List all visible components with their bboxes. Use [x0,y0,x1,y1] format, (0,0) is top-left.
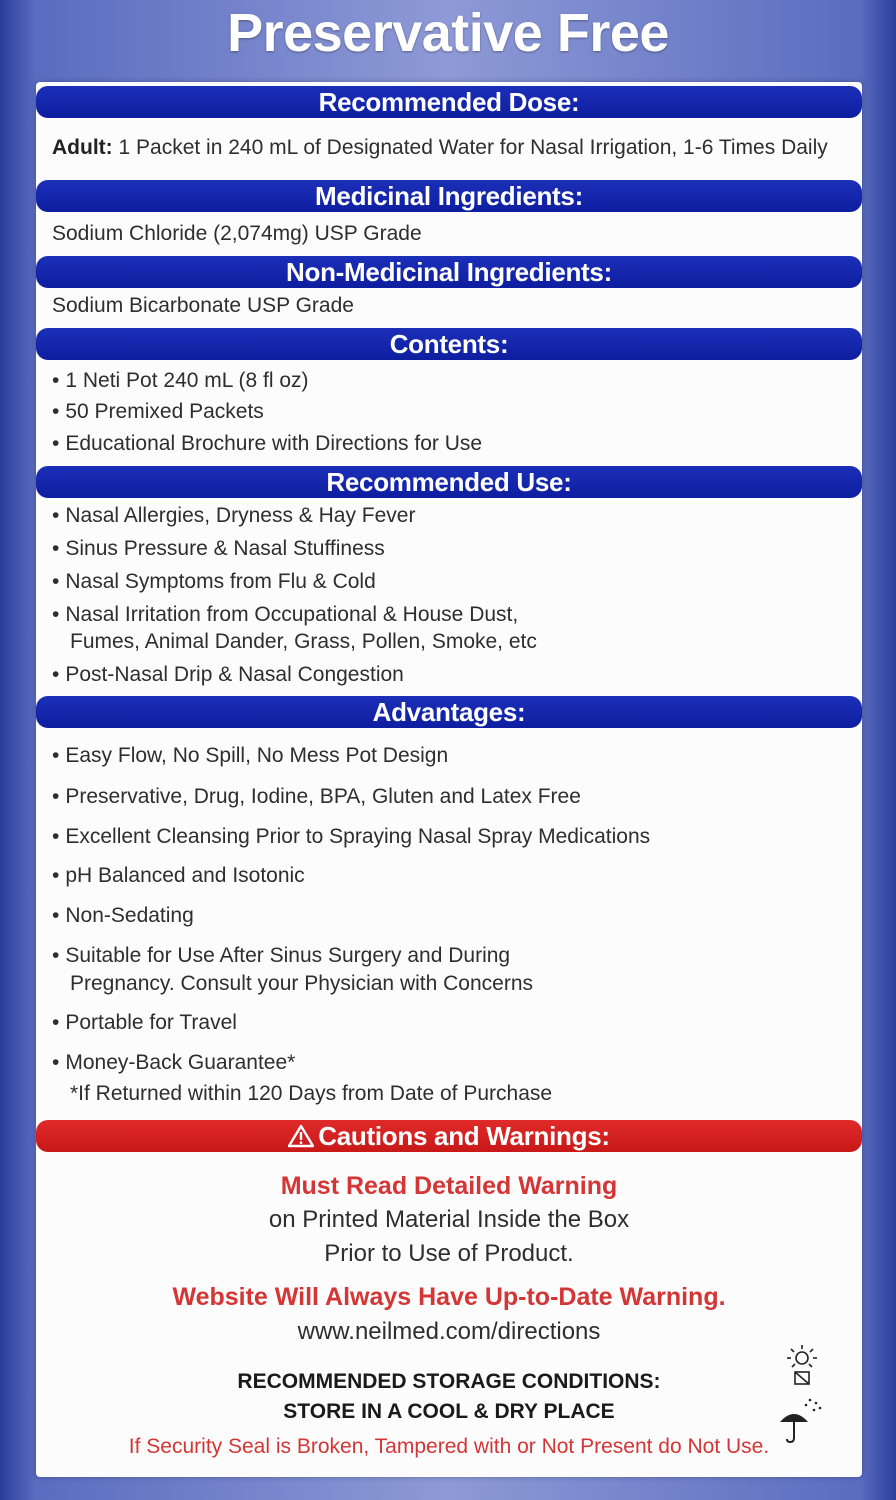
advantage-item: • Suitable for Use After Sinus Surgery and During [52,944,510,968]
contents-item: • 1 Neti Pot 240 mL (8 fl oz) [52,369,309,393]
use-item: • Nasal Allergies, Dryness & Hay Fever [52,504,415,528]
advantages-header: Advantages: [36,696,862,728]
non-medicinal-header: Non-Medicinal Ingredients: [36,256,862,288]
storage-conditions: RECOMMENDED STORAGE CONDITIONS: [237,1370,661,1393]
dose-header: Recommended Dose: [36,86,862,118]
advantage-item: • Portable for Travel [52,1011,237,1035]
non-medicinal-text: Sodium Bicarbonate USP Grade [52,294,354,317]
security-seal-warning: If Security Seal is Broken, Tampered with or Not Present do Not Use. [128,1435,770,1458]
prior-to-use-line: Prior to Use of Product. [324,1240,574,1267]
advantage-item: • pH Balanced and Isotonic [52,864,305,888]
must-read-warning: Must Read Detailed Warning [280,1172,618,1200]
dose-text [52,136,828,160]
dose-label: Adult: [52,136,113,159]
guarantee-footnote: *If Returned within 120 Days from Date of Purchase [70,1082,553,1105]
cautions-header [36,1120,862,1152]
printed-material-line: on Printed Material Inside the Box [268,1206,630,1233]
use-item-continued: Fumes, Animal Dander, Grass, Pollen, Smoke, etc [70,630,537,653]
advantage-item: • Excellent Cleansing Prior to Spraying Nasal Spray Medications [52,825,650,849]
use-header: Recommended Use: [36,466,862,498]
storage-instruction: STORE IN A COOL & DRY PLACE [283,1400,615,1423]
use-item: • Post-Nasal Drip & Nasal Congestion [52,663,404,687]
use-item: • Nasal Irritation from Occupational & House Dust, [52,603,518,627]
warning-triangle-icon [288,1123,314,1155]
keep-dry-umbrella-icon [776,1396,828,1451]
use-item: • Nasal Symptoms from Flu & Cold [52,570,376,594]
contents-header: Contents: [36,328,862,360]
use-item: • Sinus Pressure & Nasal Stuffiness [52,537,385,561]
advantage-item: • Preservative, Drug, Iodine, BPA, Gluten and Latex Free [52,785,581,809]
page-title: Preservative Free [227,3,669,63]
advantage-item: • Easy Flow, No Spill, No Mess Pot Design [52,744,448,768]
label-panel [36,82,862,1477]
website-warning: Website Will Always Have Up-to-Date Warning. [172,1283,726,1311]
directions-url: www.neilmed.com/directions [297,1318,601,1345]
advantage-item-continued: Pregnancy. Consult your Physician with Concerns [70,972,533,995]
keep-away-from-sunlight-icon [776,1344,828,1397]
cautions-title: Cautions and Warnings: [318,1121,610,1151]
contents-item: • 50 Premixed Packets [52,400,264,424]
medicinal-text: Sodium Chloride (2,074mg) USP Grade [52,222,422,245]
advantage-item: • Money-Back Guarantee* [52,1051,295,1075]
advantage-item: • Non-Sedating [52,904,194,928]
dose-value: 1 Packet in 240 mL of Designated Water for Nasal Irrigation, 1-6 Times Daily [112,136,828,159]
medicinal-header: Medicinal Ingredients: [36,180,862,212]
contents-item: • Educational Brochure with Directions for Use [52,432,482,456]
